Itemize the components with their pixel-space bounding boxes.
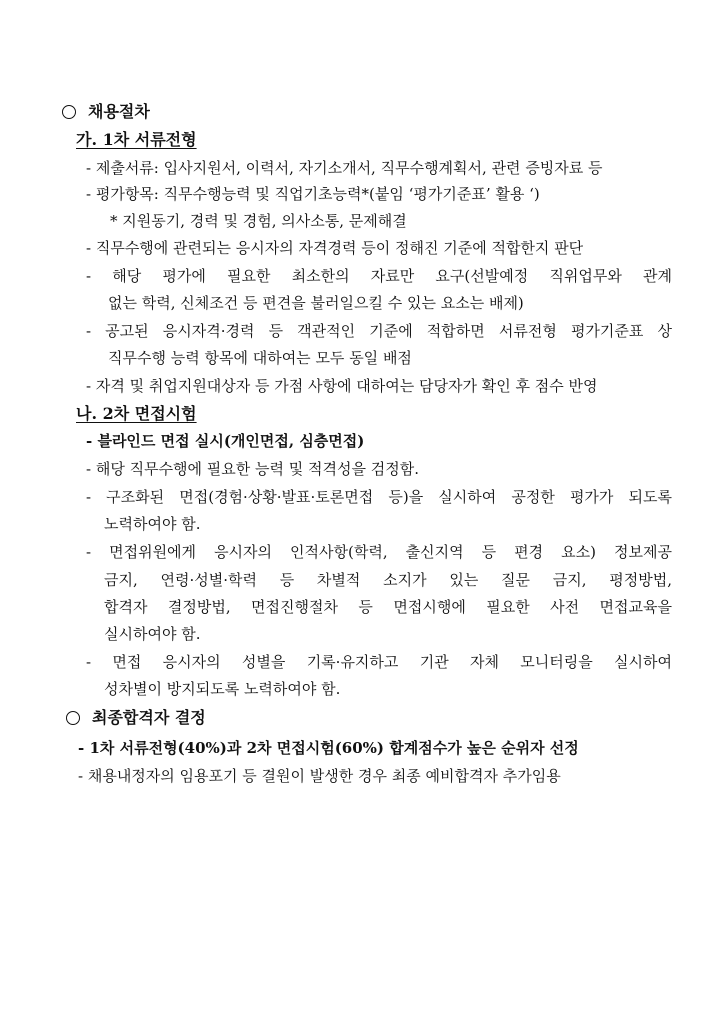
list-item: - 면접위원에게 응시자의 인적사항(학력, 출신지역 등 편경 요소) 정보제공 bbox=[86, 543, 672, 561]
list-item-note: * 지원동기, 경력 및 경험, 의사소통, 문제해결 bbox=[110, 212, 407, 230]
list-item: - 자격 및 취업지원대상자 등 가점 사항에 대하여는 담당자가 확인 후 점수 반영 bbox=[86, 377, 598, 395]
list-item: - 채용내정자의 임용포기 등 결원이 발생한 경우 최종 예비합격자 추가임용 bbox=[78, 767, 561, 785]
list-item: - 제출서류: 입사지원서, 이력서, 자기소개서, 직무수행계획서, 관련 증빙자료 등 bbox=[86, 159, 603, 177]
subsection-heading-document-screening: 가. 1차 서류전형 bbox=[76, 130, 197, 149]
list-item: - 구조화된 면접(경험·상황·발표·토론면접 등)을 실시하여 공정한 평가가 되도록 bbox=[86, 488, 672, 506]
list-item-continuation: 금지, 연령·성별·학력 등 차별적 소지가 있는 질문 금지, 평정방법, bbox=[104, 571, 672, 589]
section-heading-final-selection: 최종합격자 결정 bbox=[66, 708, 206, 728]
list-item: - 공고된 응시자격·경력 등 객관적인 기준에 적합하면 서류전형 평가기준표 상 bbox=[86, 322, 672, 340]
list-item-continuation: 직무수행 능력 항목에 대하여는 모두 동일 배점 bbox=[108, 349, 412, 367]
list-item: - 블라인드 면접 실시(개인면접, 심층면접) bbox=[86, 432, 365, 450]
list-item: - 해당 직무수행에 필요한 능력 및 적격성을 검정함. bbox=[86, 460, 420, 478]
list-item: - 해당 평가에 필요한 최소한의 자료만 요구(선발예정 직위업무와 관계 bbox=[86, 267, 672, 285]
list-item: - 1차 서류전형(40%)과 2차 면접시험(60%) 합계점수가 높은 순위자 선정 bbox=[78, 739, 579, 757]
list-item: - 직무수행에 관련되는 응시자의 자격경력 등이 정해진 기준에 적합한지 판단 bbox=[86, 239, 584, 257]
list-item-continuation: 합격자 결정방법, 면접진행절차 등 면접시행에 필요한 사전 면접교육을 bbox=[104, 598, 672, 616]
list-item-continuation: 성차별이 방지되도록 노력하여야 함. bbox=[104, 680, 341, 698]
circle-bullet-icon bbox=[66, 711, 80, 725]
list-item-continuation: 노력하여야 함. bbox=[104, 515, 201, 533]
list-item: - 평가항목: 직무수행능력 및 직업기초능력*(붙임 ‘평가기준표’ 활용 ‘) bbox=[86, 185, 540, 203]
subsection-heading-interview: 나. 2차 면접시험 bbox=[76, 404, 197, 423]
list-item: - 면접 응시자의 성별을 기록·유지하고 기관 자체 모니터링을 실시하여 bbox=[86, 653, 672, 671]
circle-bullet-icon bbox=[62, 105, 76, 119]
section-heading-procedure: 채용절차 bbox=[62, 102, 150, 122]
list-item-continuation: 실시하여야 함. bbox=[104, 625, 201, 643]
list-item-continuation: 없는 학력, 신체조건 등 편견을 불러일으킬 수 있는 요소는 배제) bbox=[108, 294, 524, 312]
